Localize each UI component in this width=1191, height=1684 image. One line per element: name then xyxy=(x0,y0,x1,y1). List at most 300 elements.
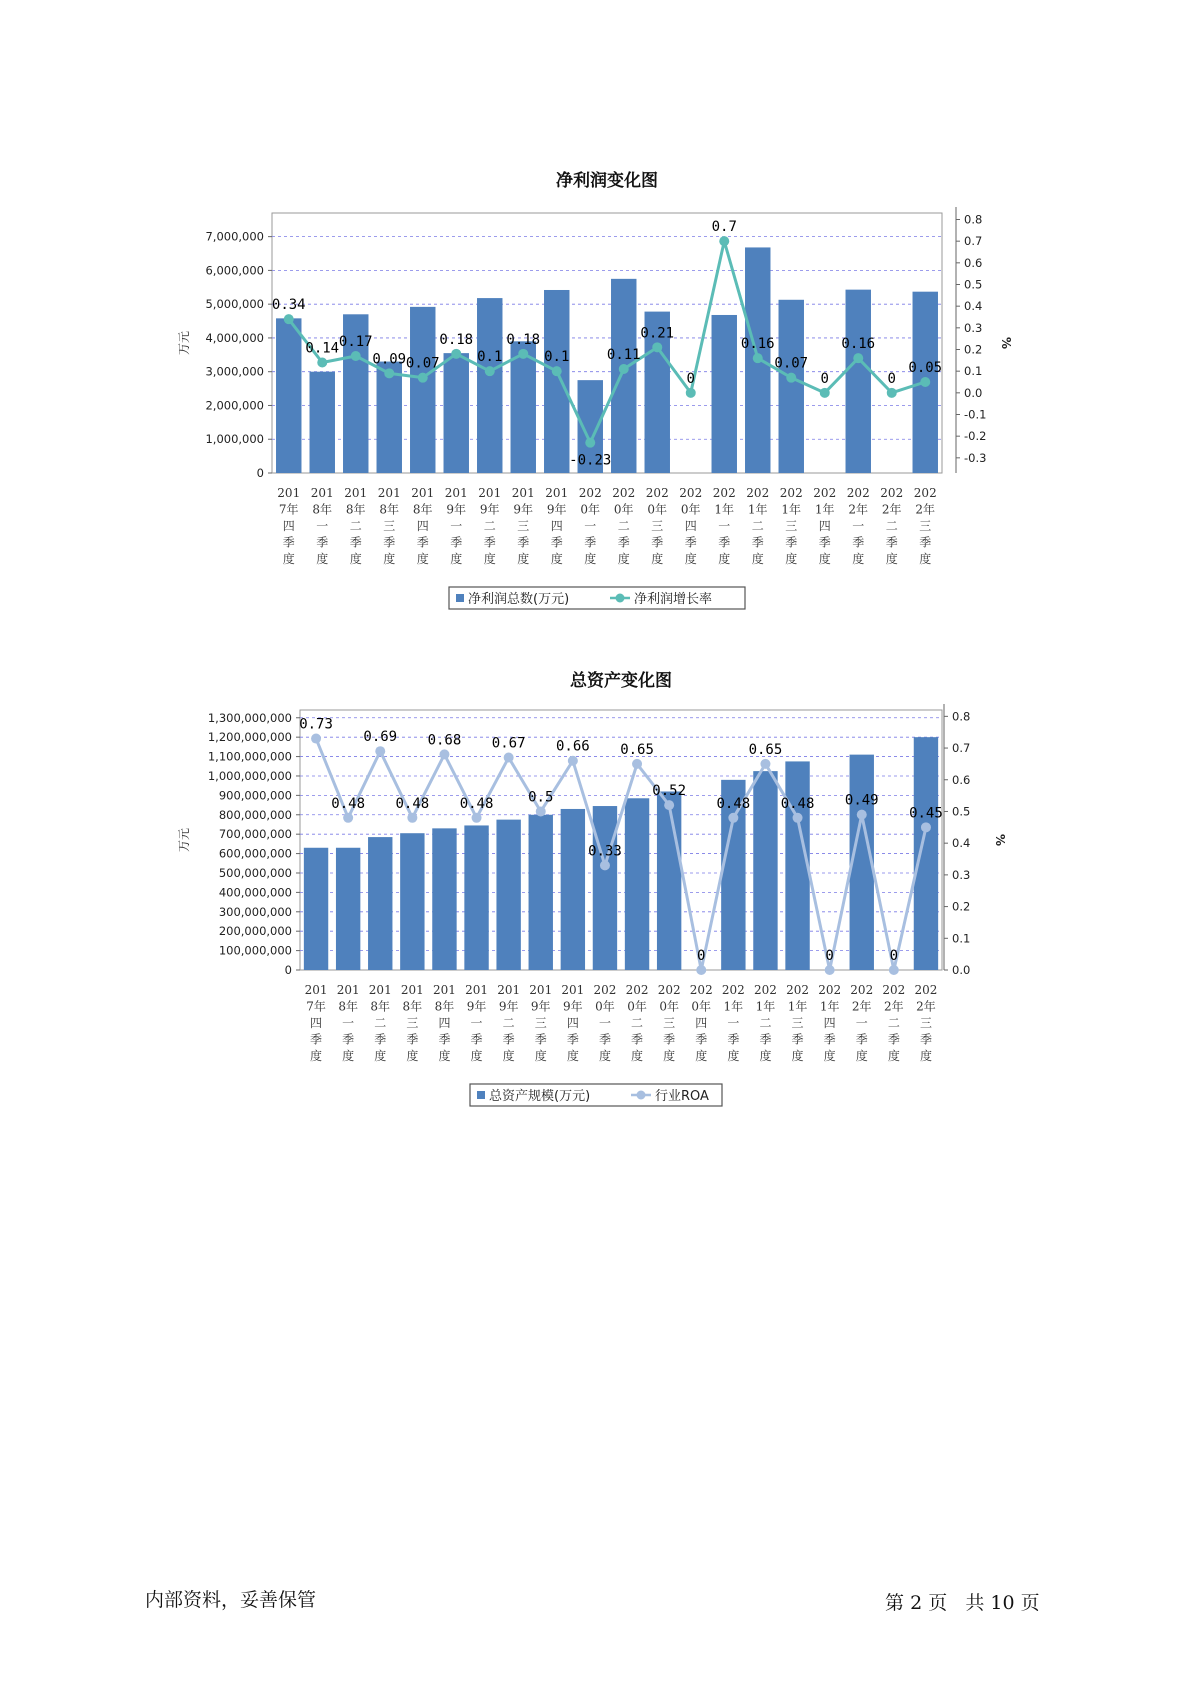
line-point-18 xyxy=(853,353,863,363)
x-tick-label: 2年 xyxy=(915,502,936,517)
x-tick-label: 202 xyxy=(657,983,681,997)
x-tick-label: 三 xyxy=(919,1016,932,1030)
y2-axis-label: % xyxy=(999,336,1013,350)
bar-8 xyxy=(529,815,553,970)
x-tick-label: 一 xyxy=(852,519,865,533)
data-label: 0.66 xyxy=(555,738,590,755)
x-tick-label: 度 xyxy=(550,552,563,566)
x-tick-label: 8年 xyxy=(338,999,358,1014)
bar-20 xyxy=(914,737,938,970)
x-tick-label: 一 xyxy=(316,519,329,533)
x-tick-label: 度 xyxy=(470,1049,483,1063)
y2-tick-label: 0.1 xyxy=(964,364,983,379)
x-tick-label: 一 xyxy=(727,1016,740,1030)
x-tick-label: 季 xyxy=(663,1032,676,1047)
page-word: 页 xyxy=(928,1592,948,1614)
x-tick-label: 9年 xyxy=(546,502,567,517)
x-tick-label: 季 xyxy=(584,535,597,550)
bar-9 xyxy=(544,290,569,473)
x-tick-label: 201 xyxy=(432,983,456,997)
x-tick-label: 季 xyxy=(598,1032,611,1047)
x-tick-label: 度 xyxy=(598,1049,611,1063)
x-tick-label: 9年 xyxy=(530,999,551,1014)
line-point-1 xyxy=(311,734,321,744)
x-tick-label: 度 xyxy=(695,1049,708,1063)
x-tick-label: 1年 xyxy=(723,999,744,1014)
x-tick-label: 三 xyxy=(919,519,932,533)
y2-tick-label: 0.3 xyxy=(952,867,971,882)
line-point-17 xyxy=(820,388,830,398)
x-tick-label: 季 xyxy=(887,1032,900,1047)
line-point-3 xyxy=(375,746,385,756)
y-tick-label: 400,000,000 xyxy=(218,885,292,900)
x-tick-label: 季 xyxy=(727,1032,740,1047)
x-tick-label: 季 xyxy=(791,1032,804,1047)
x-tick-label: 0年 xyxy=(595,999,615,1014)
x-tick-label: 202 xyxy=(625,983,649,997)
x-tick-label: 一 xyxy=(584,519,597,533)
x-tick-label: 度 xyxy=(727,1049,740,1063)
legend-label-line: 行业ROA xyxy=(655,1089,709,1104)
x-tick-label: 度 xyxy=(718,552,731,566)
x-tick-label: 季 xyxy=(759,1032,772,1047)
confidential-note: 内部资料，妥善保管 xyxy=(145,1589,317,1611)
y-tick-label: 2,000,000 xyxy=(205,398,264,413)
y-axis-label: 万元 xyxy=(177,827,191,853)
y-tick-label: 1,300,000,000 xyxy=(207,710,292,725)
x-tick-label: 度 xyxy=(438,1049,451,1063)
y2-tick-label: 0.2 xyxy=(952,899,971,914)
x-tick-label: 四 xyxy=(823,1016,836,1030)
x-tick-label: 201 xyxy=(561,983,585,997)
x-tick-label: 0年 xyxy=(659,999,679,1014)
x-tick-label: 202 xyxy=(689,983,713,997)
page-number: 2 xyxy=(910,1592,923,1614)
x-tick-label: 201 xyxy=(277,486,301,500)
bar-7 xyxy=(477,298,502,473)
chart-title: 总资产变化图 xyxy=(570,671,672,691)
x-tick-label: 度 xyxy=(651,552,664,566)
line-point-13 xyxy=(686,388,696,398)
x-tick-label: 1年 xyxy=(714,502,735,517)
data-label: 0.18 xyxy=(506,331,541,348)
y2-tick-label: -0.3 xyxy=(964,450,987,465)
x-tick-label: 度 xyxy=(534,1049,547,1063)
x-tick-label: 季 xyxy=(450,535,463,550)
y-tick-label: 300,000,000 xyxy=(218,904,292,919)
x-tick-label: 度 xyxy=(617,552,630,566)
x-tick-label: 度 xyxy=(349,552,362,566)
line-point-9 xyxy=(568,756,578,766)
x-tick-label: 三 xyxy=(785,519,798,533)
x-tick-label: 季 xyxy=(406,1032,419,1047)
x-tick-label: 202 xyxy=(612,486,636,500)
x-tick-label: 一 xyxy=(855,1016,868,1030)
y-tick-label: 0 xyxy=(256,466,264,480)
y2-tick-label: 0.7 xyxy=(964,234,983,249)
x-tick-label: 202 xyxy=(679,486,703,500)
x-tick-label: 季 xyxy=(502,1032,515,1047)
x-tick-label: 季 xyxy=(855,1032,868,1047)
line-point-16 xyxy=(786,373,796,383)
x-tick-label: 二 xyxy=(374,1016,387,1030)
x-tick-label: 202 xyxy=(712,486,736,500)
x-tick-label: 度 xyxy=(502,1049,515,1063)
x-tick-label: 三 xyxy=(791,1016,804,1030)
legend-label-bar: 总资产规模(万元) xyxy=(489,1089,591,1104)
bar-18 xyxy=(846,290,871,473)
line-point-11 xyxy=(632,759,642,769)
data-label: 0.18 xyxy=(439,331,474,348)
y2-tick-label: 0.2 xyxy=(964,342,983,357)
x-tick-label: 9年 xyxy=(513,502,534,517)
x-tick-label: 1年 xyxy=(819,999,840,1014)
y2-tick-label: 0.7 xyxy=(952,741,971,756)
x-tick-label: 度 xyxy=(852,552,865,566)
x-tick-label: 201 xyxy=(344,486,368,500)
line-point-20 xyxy=(921,822,931,832)
x-tick-label: 8年 xyxy=(402,999,423,1014)
x-tick-label: 2年 xyxy=(881,502,902,517)
y2-axis-label: % xyxy=(993,833,1007,847)
data-label: 0.52 xyxy=(652,783,687,800)
x-tick-label: 0年 xyxy=(691,999,712,1014)
x-tick-label: 二 xyxy=(887,1016,900,1030)
x-tick-label: 9年 xyxy=(498,999,519,1014)
x-tick-label: 二 xyxy=(502,1016,515,1030)
line-point-5 xyxy=(439,749,449,759)
x-tick-label: 二 xyxy=(885,519,898,533)
x-tick-label: 三 xyxy=(663,1016,676,1030)
data-label: 0.16 xyxy=(841,336,876,353)
page-word: 页 xyxy=(1020,1592,1040,1614)
x-tick-label: 7年 xyxy=(278,502,299,517)
x-tick-label: 三 xyxy=(651,519,664,533)
y2-tick-label: 0.5 xyxy=(952,804,971,819)
y-tick-label: 1,000,000 xyxy=(205,432,264,447)
x-tick-label: 二 xyxy=(483,519,496,533)
y2-tick-label: 0.1 xyxy=(952,931,971,946)
x-tick-label: 度 xyxy=(885,552,898,566)
line-point-8 xyxy=(536,806,546,816)
bar-3 xyxy=(368,837,392,970)
bar-16 xyxy=(785,761,809,970)
data-label: 0 xyxy=(825,948,834,964)
x-tick-label: 季 xyxy=(438,1032,451,1047)
line-point-9 xyxy=(552,366,562,376)
bar-11 xyxy=(625,798,649,970)
x-tick-label: 季 xyxy=(483,535,496,550)
x-tick-label: 202 xyxy=(850,983,874,997)
line-point-7 xyxy=(485,366,495,376)
data-label: 0.1 xyxy=(477,349,503,366)
x-tick-label: 四 xyxy=(438,1016,451,1030)
x-tick-label: 季 xyxy=(416,535,429,550)
x-tick-label: 202 xyxy=(593,983,617,997)
total-pages: 10 xyxy=(990,1592,1015,1614)
x-tick-label: 季 xyxy=(566,1032,579,1047)
data-label: 0.07 xyxy=(405,355,440,372)
legend xyxy=(449,587,745,609)
page-word: 第 xyxy=(885,1592,905,1614)
x-tick-label: 度 xyxy=(282,552,295,566)
x-tick-label: 一 xyxy=(450,519,463,533)
x-tick-label: 202 xyxy=(913,486,937,500)
x-tick-label: 202 xyxy=(645,486,669,500)
bar-7 xyxy=(496,820,520,970)
net-profit-chart xyxy=(0,160,1191,630)
data-label: 0.49 xyxy=(844,792,879,809)
bar-15 xyxy=(753,771,777,970)
bar-16 xyxy=(779,300,804,473)
x-tick-label: 二 xyxy=(759,1016,772,1030)
x-tick-label: 四 xyxy=(566,1016,579,1030)
line-point-10 xyxy=(585,438,595,448)
data-label: 0.05 xyxy=(908,360,943,376)
line-point-19 xyxy=(889,965,899,975)
y2-tick-label: 0.5 xyxy=(964,277,983,292)
x-tick-label: 度 xyxy=(785,552,798,566)
x-tick-label: 季 xyxy=(550,535,563,550)
data-label: 0.34 xyxy=(271,297,306,314)
bar-10 xyxy=(593,806,617,970)
x-tick-label: 三 xyxy=(383,519,396,533)
line-point-14 xyxy=(719,236,729,246)
x-tick-label: 8年 xyxy=(312,502,333,517)
y-tick-label: 6,000,000 xyxy=(205,263,264,278)
line-point-2 xyxy=(317,358,327,368)
data-label: 0.48 xyxy=(459,795,494,812)
x-tick-label: 0年 xyxy=(580,502,601,517)
x-tick-label: 8年 xyxy=(370,999,391,1014)
legend xyxy=(470,1084,722,1106)
line-point-15 xyxy=(760,759,770,769)
x-tick-label: 四 xyxy=(282,519,295,533)
data-label: 0 xyxy=(697,948,706,964)
x-tick-label: 三 xyxy=(517,519,530,533)
data-label: -0.23 xyxy=(569,452,612,469)
x-tick-label: 季 xyxy=(695,1032,708,1047)
y-tick-label: 1,200,000,000 xyxy=(207,730,292,745)
x-tick-label: 度 xyxy=(855,1049,868,1063)
line-point-19 xyxy=(887,388,897,398)
line-point-13 xyxy=(696,965,706,975)
x-tick-label: 1年 xyxy=(747,502,768,517)
x-tick-label: 度 xyxy=(517,552,530,566)
data-label: 0.33 xyxy=(588,843,622,860)
x-tick-label: 201 xyxy=(478,486,502,500)
x-tick-label: 三 xyxy=(406,1016,419,1030)
x-tick-label: 201 xyxy=(497,983,521,997)
x-tick-label: 202 xyxy=(914,983,938,997)
x-tick-label: 9年 xyxy=(446,502,467,517)
x-tick-label: 0年 xyxy=(647,502,668,517)
data-label: 0.73 xyxy=(299,716,333,733)
x-tick-label: 2年 xyxy=(848,502,869,517)
x-tick-label: 季 xyxy=(631,1032,644,1047)
x-tick-label: 2年 xyxy=(884,999,904,1014)
x-tick-label: 度 xyxy=(450,552,463,566)
x-tick-label: 一 xyxy=(470,1016,483,1030)
x-tick-label: 8年 xyxy=(434,999,455,1014)
x-tick-label: 度 xyxy=(483,552,496,566)
line-point-12 xyxy=(664,800,674,810)
x-tick-label: 0年 xyxy=(680,502,701,517)
y2-tick-label: -0.2 xyxy=(964,429,987,444)
line-point-15 xyxy=(753,353,763,363)
data-label: 0.5 xyxy=(528,789,554,806)
line-point-14 xyxy=(728,813,738,823)
bar-2 xyxy=(310,372,335,473)
x-tick-label: 季 xyxy=(751,535,764,550)
data-label: 0.17 xyxy=(338,334,373,350)
x-tick-label: 度 xyxy=(663,1049,676,1063)
x-tick-label: 一 xyxy=(342,1016,355,1030)
x-tick-label: 201 xyxy=(545,486,569,500)
x-tick-label: 季 xyxy=(534,1032,547,1047)
y-tick-label: 900,000,000 xyxy=(218,788,292,803)
data-label: 0.65 xyxy=(748,741,783,758)
line-point-2 xyxy=(343,813,353,823)
data-label: 0 xyxy=(889,948,899,964)
x-tick-label: 季 xyxy=(651,535,664,550)
x-tick-label: 季 xyxy=(316,535,329,550)
x-tick-label: 201 xyxy=(529,983,553,997)
data-label: 0.48 xyxy=(331,795,366,812)
y-tick-label: 200,000,000 xyxy=(218,924,292,939)
x-tick-label: 度 xyxy=(818,552,831,566)
x-tick-label: 季 xyxy=(919,1032,932,1047)
x-tick-label: 度 xyxy=(566,1049,579,1063)
bar-4 xyxy=(400,833,424,970)
x-tick-label: 202 xyxy=(753,983,777,997)
data-label: 0 xyxy=(887,370,896,387)
legend-swatch-bar xyxy=(456,594,464,602)
x-tick-label: 度 xyxy=(919,1049,932,1063)
data-label: 0.1 xyxy=(544,349,570,366)
x-tick-label: 度 xyxy=(374,1049,387,1063)
x-tick-label: 四 xyxy=(416,519,429,533)
x-tick-label: 季 xyxy=(310,1032,323,1047)
data-label: 0.69 xyxy=(363,729,398,746)
data-label: 0 xyxy=(686,370,695,387)
x-tick-label: 201 xyxy=(304,983,328,997)
y2-tick-label: 0.0 xyxy=(964,385,983,400)
total-assets-chart xyxy=(0,660,1191,1130)
y-tick-label: 100,000,000 xyxy=(218,943,292,958)
x-tick-label: 度 xyxy=(631,1049,644,1063)
bar-1 xyxy=(276,318,301,473)
bar-6 xyxy=(464,825,488,970)
data-label: 0.7 xyxy=(711,219,737,236)
y-tick-label: 600,000,000 xyxy=(218,846,292,861)
x-tick-label: 9年 xyxy=(563,999,583,1014)
x-tick-label: 度 xyxy=(316,552,329,566)
x-tick-label: 季 xyxy=(823,1032,836,1047)
x-tick-label: 度 xyxy=(791,1049,804,1063)
line-point-4 xyxy=(407,813,417,823)
x-tick-label: 二 xyxy=(349,519,362,533)
data-label: 0.65 xyxy=(620,741,654,758)
legend-swatch-point xyxy=(616,594,625,603)
x-tick-label: 202 xyxy=(882,983,906,997)
x-tick-label: 8年 xyxy=(379,502,400,517)
y2-tick-label: 0.4 xyxy=(964,299,983,314)
bar-12 xyxy=(657,791,681,970)
line-point-18 xyxy=(857,810,867,820)
data-label: 0.48 xyxy=(780,795,815,812)
x-tick-label: 季 xyxy=(374,1032,387,1047)
line-point-7 xyxy=(504,753,514,763)
legend-label-bar: 净利润总数(万元) xyxy=(468,592,570,607)
bar-1 xyxy=(304,848,328,970)
y-tick-label: 5,000,000 xyxy=(205,297,264,312)
line-point-8 xyxy=(518,349,528,359)
x-tick-label: 1年 xyxy=(787,999,808,1014)
data-label: 0.09 xyxy=(372,351,407,368)
y2-tick-label: 0.6 xyxy=(952,772,971,787)
data-label: 0.67 xyxy=(491,735,526,752)
x-tick-label: 度 xyxy=(684,552,697,566)
x-tick-label: 201 xyxy=(400,983,424,997)
data-label: 0.45 xyxy=(909,805,943,822)
bar-11 xyxy=(611,279,636,473)
line-point-3 xyxy=(351,351,361,361)
x-tick-label: 201 xyxy=(368,983,392,997)
x-tick-label: 四 xyxy=(310,1016,323,1030)
x-tick-label: 度 xyxy=(416,552,429,566)
x-tick-label: 201 xyxy=(511,486,535,500)
x-tick-label: 度 xyxy=(406,1049,419,1063)
x-tick-label: 季 xyxy=(617,535,630,550)
legend-swatch-point xyxy=(637,1091,646,1100)
x-tick-label: 度 xyxy=(759,1049,772,1063)
total-word: 共 xyxy=(965,1592,985,1614)
line-point-10 xyxy=(600,860,610,870)
line-point-4 xyxy=(384,368,394,378)
y2-tick-label: 0.3 xyxy=(964,320,983,335)
y-tick-label: 700,000,000 xyxy=(218,827,292,842)
bar-8 xyxy=(511,341,536,473)
bar-2 xyxy=(336,848,360,970)
data-label: 0.48 xyxy=(395,795,430,812)
x-tick-label: 四 xyxy=(818,519,831,533)
line-point-16 xyxy=(793,813,803,823)
bar-5 xyxy=(410,307,435,473)
x-tick-label: 四 xyxy=(695,1016,708,1030)
x-tick-label: 季 xyxy=(852,535,865,550)
x-tick-label: 季 xyxy=(349,535,362,550)
x-tick-label: 度 xyxy=(584,552,597,566)
x-tick-label: 201 xyxy=(377,486,401,500)
x-tick-label: 度 xyxy=(310,1049,323,1063)
y-tick-label: 4,000,000 xyxy=(205,330,264,345)
x-tick-label: 度 xyxy=(919,552,932,566)
legend-swatch-bar xyxy=(477,1091,485,1099)
x-tick-label: 二 xyxy=(617,519,630,533)
x-tick-label: 8年 xyxy=(412,502,433,517)
x-tick-label: 四 xyxy=(684,519,697,533)
y2-tick-label: 0.0 xyxy=(952,963,971,977)
line-point-12 xyxy=(652,342,662,352)
x-tick-label: 二 xyxy=(751,519,764,533)
x-tick-label: 202 xyxy=(786,983,810,997)
x-tick-label: 季 xyxy=(470,1032,483,1047)
x-tick-label: 2年 xyxy=(916,999,936,1014)
x-tick-label: 9年 xyxy=(479,502,500,517)
y2-tick-label: 0.6 xyxy=(964,255,983,270)
x-tick-label: 度 xyxy=(887,1049,900,1063)
